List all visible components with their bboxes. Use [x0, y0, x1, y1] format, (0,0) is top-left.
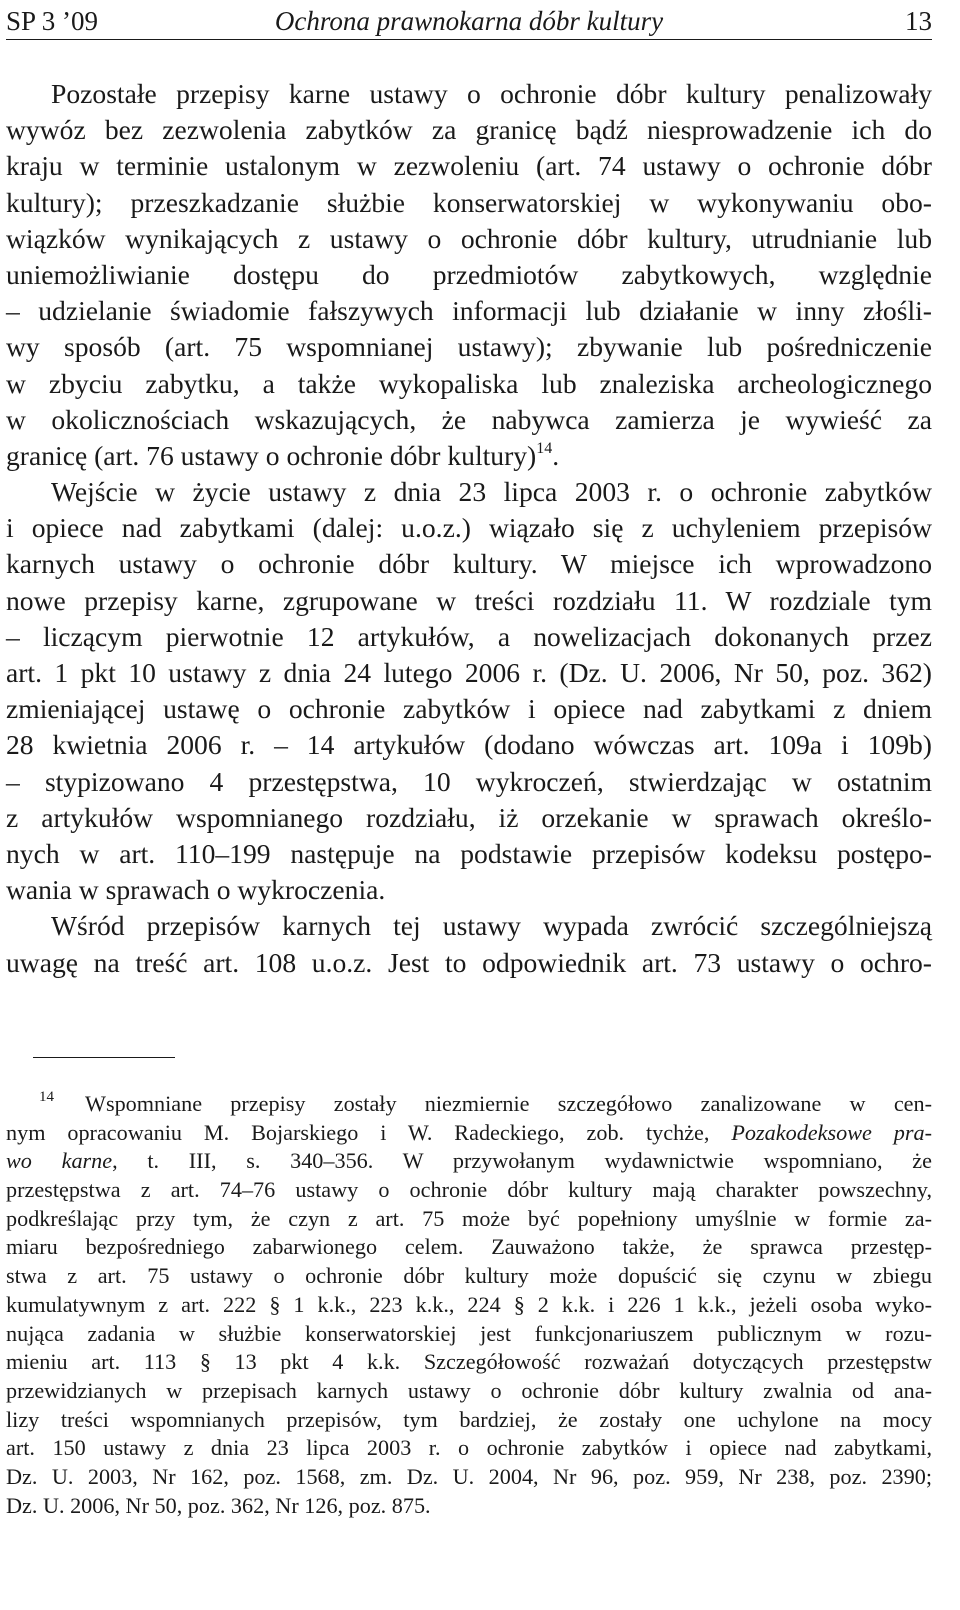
- footnote-separator: [33, 1057, 175, 1058]
- footnote-line: Dz. U. 2006, Nr 50, poz. 362, Nr 126, poz. 875.: [6, 1492, 431, 1518]
- body-line: – stypizowano 4 przestępstwa, 10 wykroczeń, stwierdzając w ostatnim: [6, 765, 932, 797]
- body-line: – liczącym pierwotnie 12 artykułów, a nowelizacjach dokonanych przez: [6, 620, 932, 652]
- body-line-with-footnote-ref: [6, 438, 932, 474]
- footnote-14: [6, 1090, 932, 1520]
- footnote-line: [6, 1119, 932, 1148]
- footnote-line: mieniu art. 113 § 13 pkt 4 k.k. Szczegółowość rozważań dotyczących przestępstw: [6, 1349, 932, 1375]
- body-line: karnych ustawy o ochronie dóbr kultury. W miejsce ich wprowadzono: [6, 548, 932, 580]
- page-number: 13: [905, 6, 932, 36]
- journal-issue: SP 3 ’09: [6, 6, 99, 36]
- body-line: nych w art. 110–199 następuje na podstawie przepisów kodeksu postępo-: [6, 837, 932, 869]
- body-line: art. 1 pkt 10 ustawy z dnia 24 lutego 2006 r. (Dz. U. 2006, Nr 50, poz. 362): [6, 657, 932, 688]
- footnote-text: nym opracowaniu M. Bojarskiego i W. Radeckiego, zob. tychże,: [6, 1119, 732, 1145]
- footnote-line: 14 Wspomniane przepisy zostały niezmiernie szczegółowo zanalizowane w cen-: [39, 1089, 932, 1116]
- footnote-text: Wspomniane przepisy zostały niezmiernie szczegółowo zanalizowane w cen-: [85, 1091, 932, 1116]
- footnote-line: [6, 1147, 932, 1176]
- footnote-line: stwa z art. 75 ustawy o ochronie dóbr kultury może dopuścić się czynu w zbiegu: [6, 1263, 932, 1289]
- footnote-text: , t. III, s. 340–356. W przywołanym wydawnictwie wspomniano, że: [112, 1148, 932, 1174]
- body-line: w zbyciu zabytku, a także wykopaliska lub znaleziska archeologicznego: [6, 367, 932, 399]
- footnote-line: przewidzianych w przepisach karnych ustawy o ochronie dóbr kultury zwalnia od ana-: [6, 1377, 932, 1403]
- body-line: – udzielanie świadomie fałszywych informacji lub działanie w inny złośli-: [6, 295, 932, 327]
- body-line: wiązków wynikających z ustawy o ochronie dóbr kultury, utrudnianie lub: [6, 222, 932, 254]
- body-line: wy sposób (art. 75 wspomnianej ustawy); zbywanie lub pośredniczenie: [6, 331, 932, 363]
- cited-title: wo karne: [6, 1148, 113, 1174]
- footnote-line: kumulatywnym z art. 222 § 1 k.k., 223 k.k., 224 § 2 k.k. i 226 1 k.k., jeżeli osoba wyko-: [6, 1291, 932, 1317]
- body-line: 28 kwietnia 2006 r. – 14 artykułów (dodano wówczas art. 109a i 109b): [6, 729, 932, 761]
- body-line: w okolicznościach wskazujących, że nabywca zamierza je wywieść za: [6, 403, 932, 435]
- body-line: uniemożliwianie dostępu do przedmiotów zabytkowych, względnie: [6, 258, 932, 290]
- body-line: zmieniającej ustawę o ochronie zabytków i opiece nad zabytkami z dniem: [6, 693, 932, 725]
- running-header: [6, 4, 932, 38]
- body-text: [6, 76, 932, 981]
- footnote-line: art. 150 ustawy z dnia 23 lipca 2003 r. o ochronie zabytków i opiece nad zabytkami,: [6, 1435, 932, 1461]
- footnote-line: lizy treści wspomnianych przepisów, tym bardziej, że zostały one uchylone na mocy: [6, 1406, 932, 1432]
- header-rule: [6, 39, 932, 40]
- footnote-line: Dz. U. 2003, Nr 162, poz. 1568, zm. Dz. U. 2004, Nr 96, poz. 959, Nr 238, poz. 2390;: [6, 1463, 932, 1489]
- body-line: wania w sprawach o wykroczenia.: [6, 874, 386, 906]
- body-line: nowe przepisy karne, zgrupowane w treści rozdziału 11. W rozdziale tym: [6, 584, 932, 616]
- body-line: i opiece nad zabytkami (dalej: u.o.z.) wiązało się z uchyleniem przepisów: [6, 512, 932, 544]
- body-line: z artykułów wspomnianego rozdziału, iż orzekanie w sprawach określo-: [6, 801, 932, 833]
- footnote-ref-14[interactable]: 14: [536, 439, 553, 457]
- body-line: uwagę na treść art. 108 u.o.z. Jest to odpowiednik art. 73 ustawy o ochro-: [6, 946, 932, 978]
- footnote-line: przestępstwa z art. 74–76 ustawy o ochronie dóbr kultury mają charakter powszechny,: [6, 1177, 932, 1203]
- body-line-text: granicę (art. 76 ustawy o ochronie dóbr kultury): [6, 439, 537, 471]
- footnote-line: podkreślając przy tym, że czyn z art. 75 może być popełniony umyślnie w formie za-: [6, 1205, 932, 1231]
- cited-title: Pozakodeksowe pra-: [731, 1119, 932, 1145]
- body-line: Wejście w życie ustawy z dnia 23 lipca 2003 r. o ochronie zabytków: [51, 476, 932, 508]
- body-line: Wśród przepisów karnych tej ustawy wypada zwrócić szczególniejszą: [51, 910, 932, 942]
- body-line: Pozostałe przepisy karne ustawy o ochronie dóbr kultury penalizowały: [51, 78, 932, 109]
- body-line: wywóz bez zezwolenia zabytków za granicę bądź niesprowadzenie ich do: [6, 114, 932, 146]
- running-title: Ochrona prawnokarna dóbr kultury: [274, 6, 664, 36]
- body-line: kultury); przeszkadzanie służbie konserwatorskiej w wykonywaniu obo-: [6, 186, 932, 218]
- footnote-ref-suffix: .: [552, 439, 560, 471]
- body-line: kraju w terminie ustalonym w zezwoleniu (art. 74 ustawy o ochronie dóbr: [6, 150, 932, 182]
- footnote-line: nująca zadania w służbie konserwatorskiej jest funkcjonariuszem publicznym w rozu-: [6, 1320, 932, 1346]
- footnote-line: miaru bezpośredniego zabarwionego celem. Zauważono także, że sprawca przestęp-: [6, 1234, 932, 1260]
